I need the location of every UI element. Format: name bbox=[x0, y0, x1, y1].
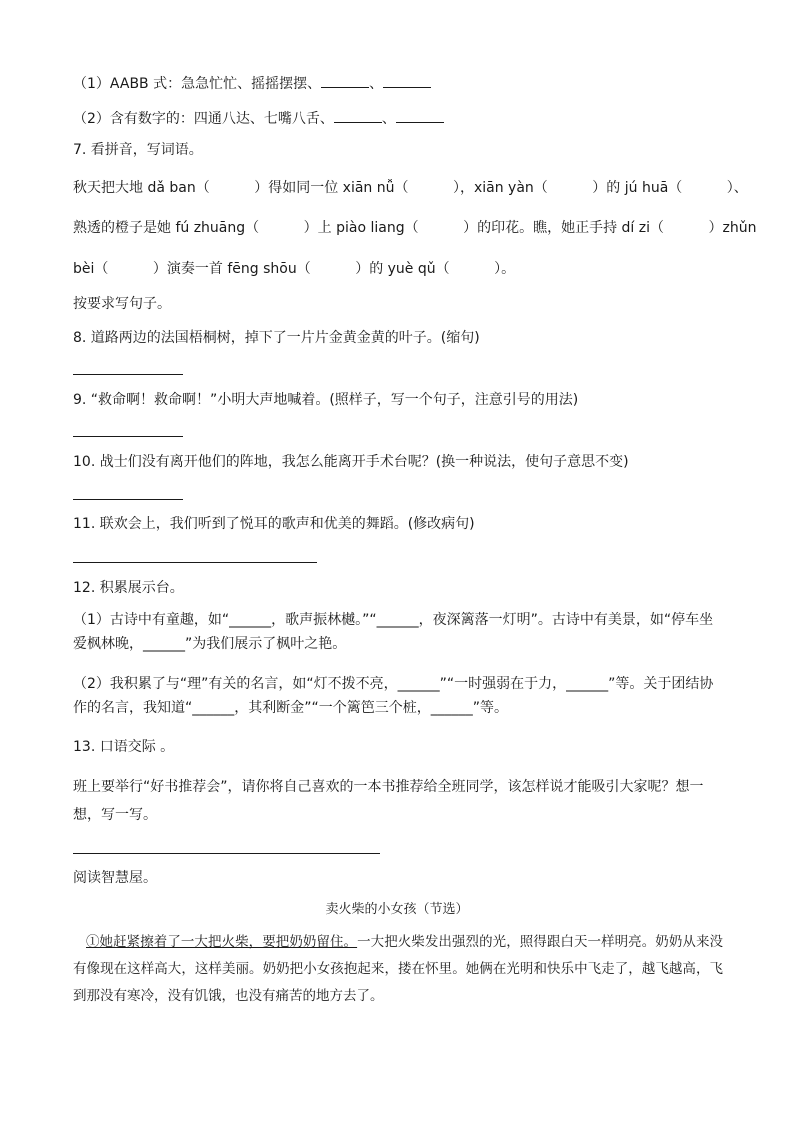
answer-blank[interactable] bbox=[396, 108, 444, 123]
q7-title: 7. 看拼音，写词语。 bbox=[73, 142, 203, 158]
q6-item-2-text: （2）含有数字的：四通八达、七嘴八舌、 bbox=[73, 111, 334, 127]
separator: 、 bbox=[369, 76, 384, 92]
answer-blank[interactable] bbox=[321, 73, 369, 88]
q10-answer-line[interactable] bbox=[73, 498, 183, 500]
passage-text: 一大把火柴发出强烈的光，照得跟白天一样明亮。奶奶从来没有像现在这样高大，这样美丽。奶奶把小女孩抱起来，搂在怀里。她俩在光明和快乐中飞走了，越飞越高，飞到那没有寒冷，没有饥饿，也没有痛苦的地方去了。 bbox=[73, 934, 724, 1004]
q11-text: 11. 联欢会上，我们听到了悦耳的歌声和优美的舞蹈。(修改病句) bbox=[73, 516, 475, 532]
q12-paragraph-1: （1）古诗中有童趣，如“______，歌声振林樾。”“______，夜深篱落一灯明”。古诗中有美景，如“停车坐爱枫林晚，______”为我们展示了枫叶之艳。 bbox=[73, 612, 714, 652]
q8-text: 8. 道路两边的法国梧桐树，掉下了一片片金黄金黄的叶子。(缩句) bbox=[73, 330, 480, 346]
q6-item-1-text: （1）AABB 式：急急忙忙、摇摇摆摆、 bbox=[73, 76, 322, 92]
q12-title: 12. 积累展示台。 bbox=[73, 580, 184, 596]
q13-body: 班上要举行“好书推荐会”，请你将自己喜欢的一本书推荐给全班同学，该怎样说才能吸引大家呢？想一想，写一写。 bbox=[73, 779, 704, 823]
q7-line-3: bèi（ ）演奏一首 fēng shōu（ ）的 yuè qǔ（ ）。 bbox=[73, 261, 516, 277]
answer-blank[interactable] bbox=[383, 73, 431, 88]
answer-blank[interactable] bbox=[334, 108, 382, 123]
q8-answer-line[interactable] bbox=[73, 373, 183, 375]
section-reading: 阅读智慧屋。 bbox=[73, 870, 157, 886]
separator: 、 bbox=[381, 111, 396, 127]
q6-item-1 bbox=[73, 73, 431, 94]
section-sentences: 按要求写句子。 bbox=[73, 296, 171, 312]
q11-answer-line[interactable] bbox=[73, 561, 317, 563]
q12-paragraph-2: （2）我积累了与“理”有关的名言，如“灯不拨不亮，______”“一时强弱在于力，______”等。关于团结协作的名言，我知道“______，其利断金”“一个篱笆三个桩，______”等。 bbox=[73, 676, 714, 716]
passage-title: 卖火柴的小女孩（节选） bbox=[325, 902, 469, 917]
q9-answer-line[interactable] bbox=[73, 435, 183, 437]
q9-text: 9. “救命啊！救命啊！”小明大声地喊着。(照样子，写一个句子，注意引号的用法) bbox=[73, 392, 579, 408]
q7-line-2: 熟透的橙子是她 fú zhuāng（ ）上 piào liang（ ）的印花。瞧，她正手持 dí zi（ ）zhǔn bbox=[73, 220, 757, 236]
q13-answer-line[interactable] bbox=[73, 852, 380, 854]
q13-title: 13. 口语交际 。 bbox=[73, 739, 175, 755]
passage-paragraph-1 bbox=[73, 929, 723, 1010]
passage-underlined-sentence: ①她赶紧擦着了一大把火柴，要把奶奶留住。 bbox=[86, 934, 358, 950]
q10-text: 10. 战士们没有离开他们的阵地，我怎么能离开手术台呢？(换一种说法，使句子意思不变) bbox=[73, 454, 629, 470]
q7-line-1: 秋天把大地 dǎ ban（ ）得如同一位 xiān nǚ（ ），xiān yàn（ ）的 jú huā（ ）、 bbox=[73, 180, 748, 196]
q6-item-2 bbox=[73, 108, 444, 129]
